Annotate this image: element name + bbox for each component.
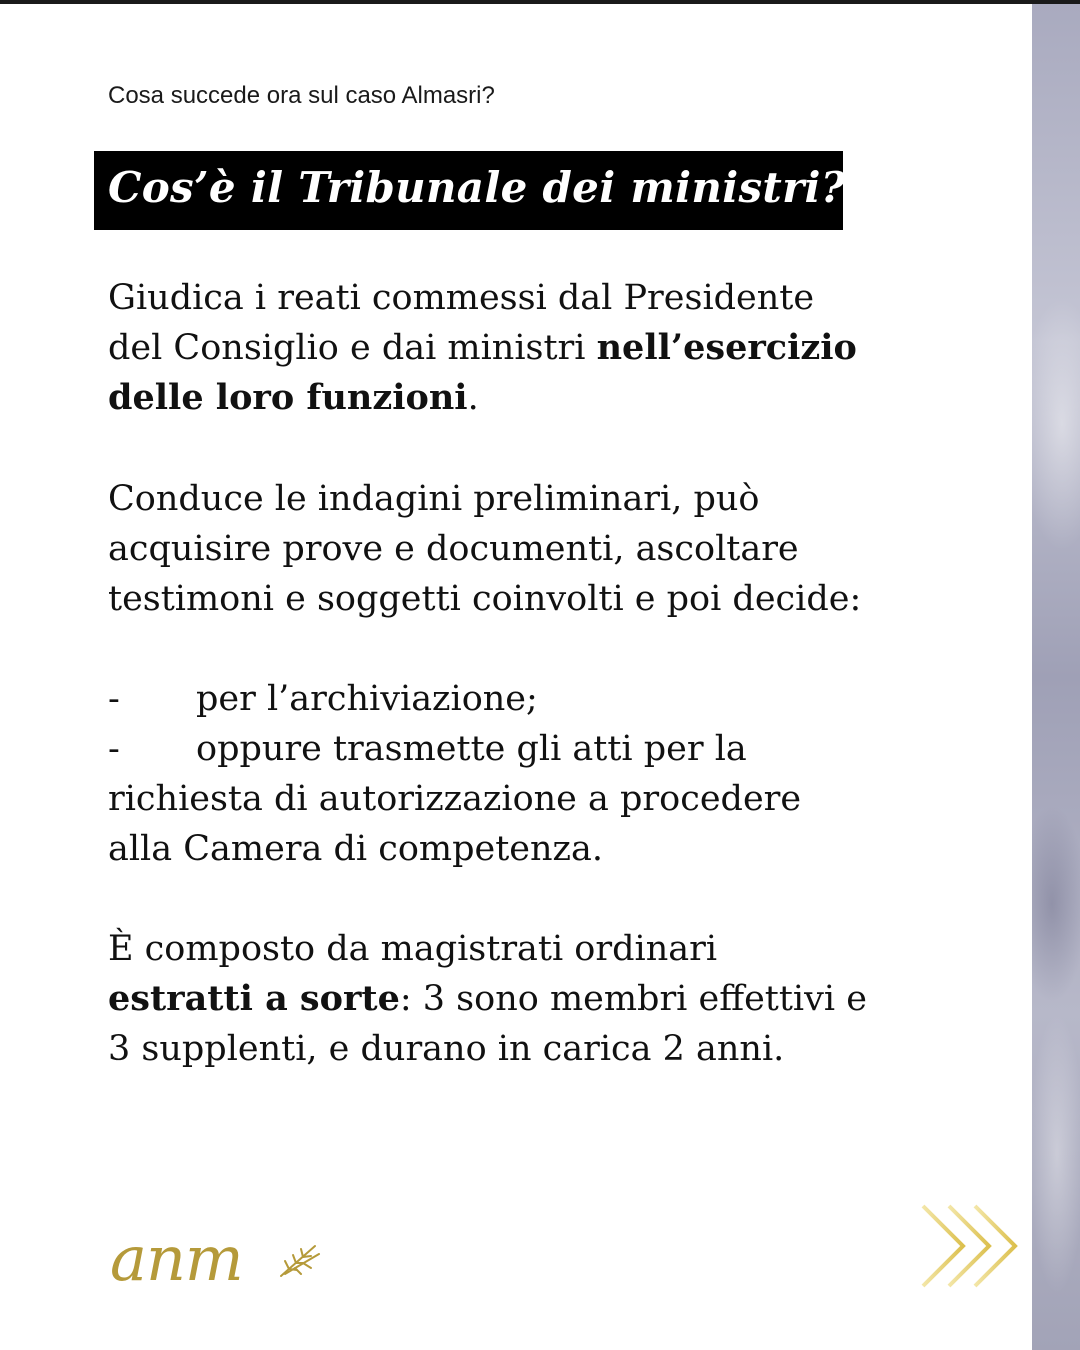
bold-text-segment: delle loro funzioni: [108, 377, 468, 418]
list-item-text: per l’archiviazione;: [196, 679, 538, 719]
list-item-text: oppure trasmette gli atti per la: [196, 729, 747, 769]
list-dash: -: [108, 729, 120, 769]
list-item: [108, 674, 1008, 724]
paragraph-line: [108, 323, 1008, 373]
logo-wordmark: anm: [110, 1222, 243, 1295]
list-dash: -: [108, 679, 120, 719]
side-background-strip: [1032, 4, 1080, 1350]
paragraph-line: [108, 974, 1008, 1024]
text-segment: .: [467, 378, 479, 418]
paragraph-line: acquisire prove e documenti, ascoltare: [108, 529, 799, 569]
paragraph-line: [108, 373, 1008, 423]
paragraph-line: [108, 273, 1008, 323]
page-title: Cos’è il Tribunale dei ministri?: [108, 163, 846, 212]
text-segment: Giudica i reati commessi dal Presidente: [108, 278, 815, 318]
chevrons-right-icon[interactable]: [915, 1200, 1030, 1295]
kicker-text: Cosa succede ora sul caso Almasri?: [108, 82, 495, 109]
title-banner: [94, 151, 846, 230]
list-item: [108, 724, 1008, 774]
list-item-continuation: alla Camera di competenza.: [108, 829, 603, 869]
paragraph-line: testimoni e soggetti coinvolti e poi decide:: [108, 579, 862, 619]
anm-logo: [110, 1222, 320, 1296]
paragraph-powers: [108, 474, 1008, 624]
paragraph-composition: [108, 924, 1008, 1074]
bold-text-segment: nell’esercizio: [596, 327, 857, 368]
decision-list: [108, 674, 1008, 874]
bold-text-segment: estratti a sorte: [108, 978, 400, 1019]
list-item-continuation: richiesta di autorizzazione a procedere: [108, 779, 802, 819]
paragraph-definition: [108, 273, 1008, 423]
top-border: [0, 0, 1080, 4]
wheat-icon: [275, 1240, 325, 1280]
text-segment: del Consiglio e dai ministri: [108, 328, 597, 368]
paragraph-line: 3 supplenti, e durano in carica 2 anni.: [108, 1029, 785, 1069]
paragraph-line: È composto da magistrati ordinari: [108, 929, 718, 969]
text-segment: : 3 sono membri effettivi e: [399, 979, 867, 1019]
paragraph-line: Conduce le indagini preliminari, può: [108, 479, 760, 519]
